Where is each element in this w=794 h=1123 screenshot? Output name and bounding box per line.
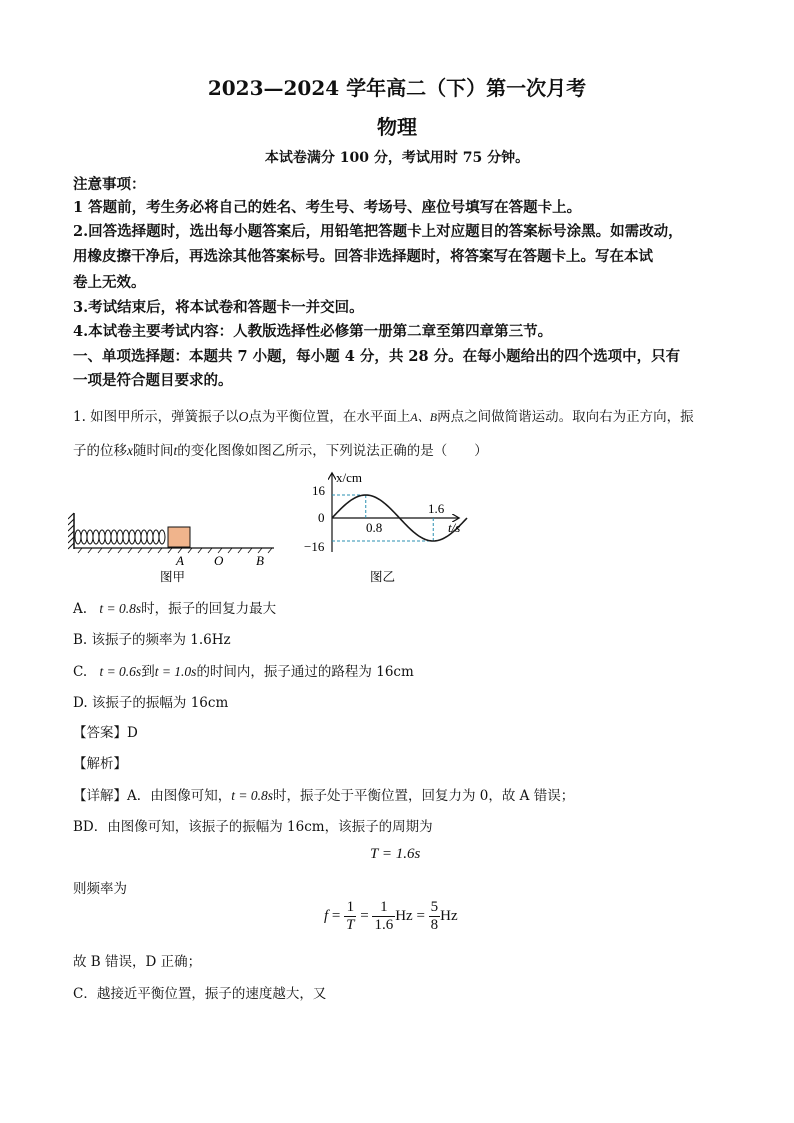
note-line: 1 答题前，考生务必将自己的姓名、考生号、考场号、座位号填写在答题卡上。 [73,199,582,216]
oscillator-block [168,527,190,547]
analysis-label: 【解析】 [73,756,127,772]
equation-frequency: f = $\frac{1}{T}$ = $\frac{1}{1.6}$ Hz = $\frac{5}{8}$ Hz [324,899,458,934]
question-stem-line1: 1. 如图甲所示，弹簧振子以O点为平衡位置，在水平面上A、B两点之间做简谐运动。取向右为正方向，振 [73,409,694,425]
section-heading: 一、单项选择题：本题共 7 小题，每小题 4 分，共 28 分。在每小题给出的四个选项中，只有 [73,348,681,365]
option-c: C. t = 0.6s到t = 1.0s的时间内，振子通过的路程为 16cm [73,664,414,680]
ground-hatch [78,548,272,553]
option-d: D. 该振子的振幅为 16cm [73,695,229,711]
figure-xt-graph [296,466,486,588]
answer-label: 【答案】D [73,725,138,741]
tick-label-neg16: −16 [304,539,325,554]
option-b: B. 该振子的频率为 1.6Hz [73,632,231,648]
var-t: t [173,443,178,458]
conclusion-line: 故 B 错误，D 正确； [73,954,202,970]
detail-bd: BD．由图像可知，该振子的振幅为 16cm，该振子的周期为 [73,819,433,835]
option-a: A. t = 0.8s时，振子的回复力最大 [73,601,277,617]
note-line: 2.回答选择题时，选出每小题答案后，用铅笔把答题卡上对应题目的答案标号涂黑。如需改动， [73,223,683,240]
note-line: 4.本试卷主要考试内容：人教版选择性必修第一册第二章至第四章第三节。 [73,323,553,340]
tick-label-16: 16 [312,483,325,498]
notes-heading: 注意事项： [73,176,146,193]
figure-spring-oscillator [68,505,288,585]
label-O: O [214,553,224,568]
tick-label-0.8: 0.8 [366,520,383,535]
tick-label-0: 0 [318,510,325,525]
subject-title: 物理 [377,115,417,139]
wall-hatch [68,513,74,549]
question-stem-line2: 子的位移x随时间t的变化图像如图乙所示，下列说法正确的是（ ） [73,443,488,459]
x-axis-label: t/s [448,520,461,535]
exam-info: 本试卷满分 100 分，考试用时 75 分钟。 [264,150,530,166]
note-line: 用橡皮擦干净后，再选涂其他答案标号。回答非选择题时，将答案写在答题卡上。写在本试 [73,248,653,265]
var-x: x [127,443,133,458]
equation-period: T = 1.6s [370,846,421,862]
caption-yi: 图乙 [370,570,396,584]
note-line: 3.考试结束后，将本试卷和答题卡一并交回。 [73,299,364,316]
label-B: B [256,553,264,568]
y-axis-label: x/cm [336,470,362,485]
var-O: O [238,409,249,424]
label-A: A [176,553,184,568]
caption-jia: 图甲 [160,570,186,584]
frequency-intro: 则频率为 [73,881,127,897]
spring [75,530,165,544]
section-heading-cont: 一项是符合题目要求的。 [73,372,233,389]
page-title: 2023—2024 学年高二（下）第一次月考 [207,76,587,100]
note-line: 卷上无效。 [73,274,146,291]
var-AB: A、B [410,410,438,424]
detail-c: C．越接近平衡位置，振子的速度越大，又 [73,986,327,1002]
tick-label-1.6: 1.6 [428,501,445,516]
detail-a: 【详解】A．由图像可知，t = 0.8s时，振子处于平衡位置，回复力为 0，故 A 错误； [73,788,575,804]
